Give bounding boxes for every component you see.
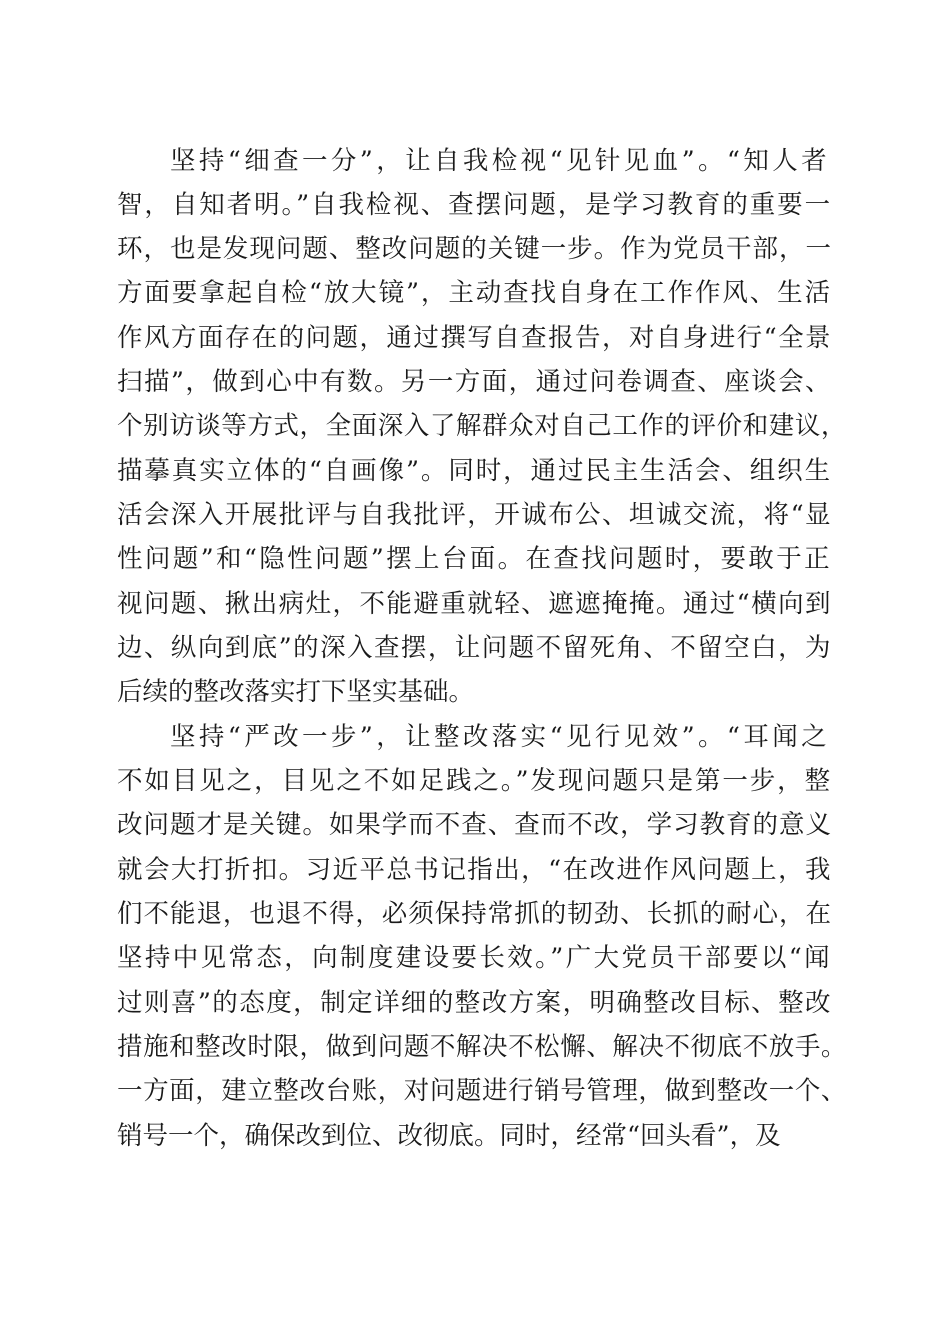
para2-line-9: 一方面，建立整改台账，对问题进行销号管理，做到整改一个、 — [117, 1076, 847, 1106]
para2-line-1: 坚持“严改一步”，让整改落实“见行见效”。“耳闻之 — [170, 722, 830, 752]
para2-line-2: 不如目见之，目见之不如足践之。”发现问题只是第一步，整 — [117, 766, 832, 796]
para2-line-3: 改问题才是关键。如果学而不查、查而不改，学习教育的意义 — [117, 810, 832, 840]
para1-line-2: 智，自知者明。”自我检视、查摆问题，是学习教育的重要一 — [117, 190, 832, 220]
para1-line-12: 边、纵向到底”的深入查摆，让问题不留死角、不留空白，为 — [117, 633, 832, 663]
para1-line-13: 后续的整改落实打下坚实基础。 — [117, 677, 475, 707]
para1-line-7: 个别访谈等方式，全面深入了解群众对自己工作的评价和建议， — [117, 411, 847, 441]
para1-line-11: 视问题、揪出病灶，不能避重就轻、遮遮掩掩。通过“横向到 — [117, 589, 832, 619]
para2-line-7: 过则喜”的态度，制定详细的整改方案，明确整改目标、整改 — [117, 988, 832, 1018]
para2-line-4: 就会大打折扣。习近平总书记指出，“在改进作风问题上，我 — [117, 855, 832, 885]
para1-line-5: 作风方面存在的问题，通过撰写自查报告，对自身进行“全景 — [117, 323, 832, 353]
para1-line-3: 环，也是发现问题、整改问题的关键一步。作为党员干部，一 — [117, 234, 832, 264]
para1-line-8: 描摹真实立体的“自画像”。同时，通过民主生活会、组织生 — [117, 456, 832, 486]
para2-line-6: 坚持中见常态，向制度建设要长效。”广大党员干部要以“闻 — [117, 943, 832, 973]
para2-line-5: 们不能退，也退不得，必须保持常抓的韧劲、长抓的耐心，在 — [117, 899, 832, 929]
para1-line-6: 扫描”，做到心中有数。另一方面，通过问卷调查、座谈会、 — [117, 367, 832, 397]
para2-line-10: 销号一个，确保改到位、改彻底。同时，经常“回头看”，及 — [117, 1121, 781, 1151]
para2-line-8: 措施和整改时限，做到问题不解决不松懈、解决不彻底不放手。 — [117, 1032, 847, 1062]
para1-line-4: 方面要拿起自检“放大镜”，主动查找自身在工作作风、生活 — [117, 278, 832, 308]
para1-line-1: 坚持“细查一分”，让自我检视“见针见血”。“知人者 — [170, 146, 830, 176]
para1-line-10: 性问题”和“隐性问题”摆上台面。在查找问题时，要敢于正 — [117, 544, 832, 574]
para1-line-9: 活会深入开展批评与自我批评，开诚布公、坦诚交流，将“显 — [117, 500, 832, 530]
